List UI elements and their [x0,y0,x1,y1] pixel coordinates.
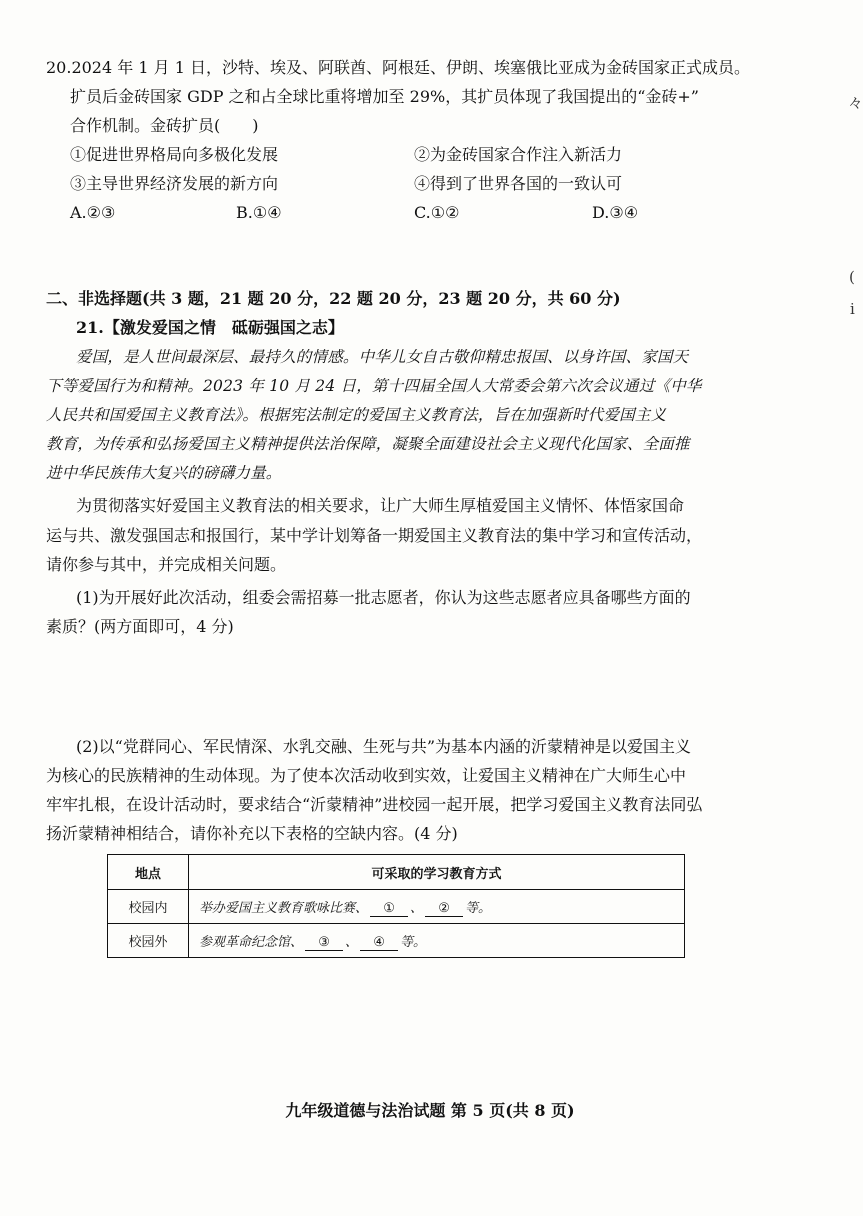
table-row2-method [189,924,685,958]
edge-mark-1: 々 [848,94,863,112]
q21-sub1-line2: 素质？(两方面即可，4 分) [46,617,234,636]
page-footer: 九年级道德与法治试题 第 5 页(共 8 页) [285,1101,575,1120]
table-header-place: 地点 [108,855,189,890]
row2-separator: 、 [345,934,359,950]
q21-sub2-line4: 扬沂蒙精神相结合，请你补充以下表格的空缺内容。(4 分) [46,824,458,843]
q20-option-1: ①促进世界格局向多极化发展 [70,145,279,164]
q21-para1-line4: 教育，为传承和弘扬爱国主义精神提供法治保障，凝聚全面建设社会主义现代化国家、全面推 [46,435,690,453]
blank-3: ③ [305,935,343,951]
q20-choice-c: C.①② [414,203,460,222]
table-row [108,924,685,958]
activity-table [107,854,685,958]
q21-sub2-line1: (2)以“党群同心、军民情深、水乳交融、生死与共”为基本内涵的沂蒙精神是以爱国主义 [76,737,692,756]
q21-para2-line2: 运与共、激发强国志和报国行，某中学计划筹备一期爱国主义教育法的集中学习和宣传活动， [46,526,703,545]
q20-stem-line3: 合作机制。金砖扩员( ) [70,116,259,135]
row1-end: 等。 [465,900,492,916]
q20-option-3: ③主导世界经济发展的新方向 [70,174,279,193]
edge-mark-2: ( [849,268,855,286]
q20-option-4: ④得到了世界各国的一致认可 [414,174,623,193]
blank-1: ① [370,901,408,917]
table-row [108,890,685,924]
edge-mark-3: i [850,300,855,318]
q21-para1-line2: 下等爱国行为和精神。2023 年 10 月 24 日，第十四届全国人大常委会第六次会议通过《中华 [46,377,702,395]
blank-4: ④ [360,935,398,951]
q20-choice-d: D.③④ [592,203,639,222]
q21-sub2-line2: 为核心的民族精神的生动体现。为了使本次活动收到实效，让爱国主义精神在广大师生心中 [46,766,687,785]
q21-para1-line5: 进中华民族伟大复兴的磅礴力量。 [46,464,282,482]
q20-option-2: ②为金砖国家合作注入新活力 [414,145,623,164]
row1-text: 举办爱国主义教育歌咏比赛、 [199,900,369,916]
q21-sub1-line1: (1)为开展好此次活动，组委会需招募一批志愿者，你认为这些志愿者应具备哪些方面的 [76,588,691,607]
q20-stem-line1: 20.2024 年 1 月 1 日，沙特、埃及、阿联酋、阿根廷、伊朗、埃塞俄比亚成为金砖国家正式成员。 [46,58,750,77]
q21-title: 21.【激发爱国之情 砥砺强国之志】 [76,318,344,337]
row2-end: 等。 [400,934,427,950]
table-row1-place: 校园内 [108,890,189,924]
section-heading: 二、非选择题(共 3 题，21 题 20 分，22 题 20 分，23 题 20 分，共 60 分) [46,289,621,308]
table-row1-method [189,890,685,924]
row2-text: 参观革命纪念馆、 [199,934,304,950]
table-header-row [108,855,685,890]
row1-separator: 、 [410,900,424,916]
table-row2-place: 校园外 [108,924,189,958]
q20-choice-a: A.②③ [70,203,116,222]
blank-2: ② [425,901,463,917]
q20-choice-b: B.①④ [236,203,282,222]
q21-para2-line3: 请你参与其中，并完成相关问题。 [46,555,287,574]
table-header-method: 可采取的学习教育方式 [189,855,685,890]
q21-para2-line1: 为贯彻落实好爱国主义教育法的相关要求，让广大师生厚植爱国主义情怀、体悟家国命 [76,496,685,515]
q20-stem-line2: 扩员后金砖国家 GDP 之和占全球比重将增加至 29%，其扩员体现了我国提出的“金砖+” [70,87,699,106]
q21-sub2-line3: 牢牢扎根，在设计活动时，要求结合“沂蒙精神”进校园一起开展，把学习爱国主义教育法同弘 [46,795,703,814]
q21-para1-line1: 爱国，是人世间最深层、最持久的情感。中华儿女自古敬仰精忠报国、以身许国、家国天 [76,348,689,366]
q21-para1-line3: 人民共和国爱国主义教育法》。根据宪法制定的爱国主义教育法，旨在加强新时代爱国主义 [46,406,667,424]
